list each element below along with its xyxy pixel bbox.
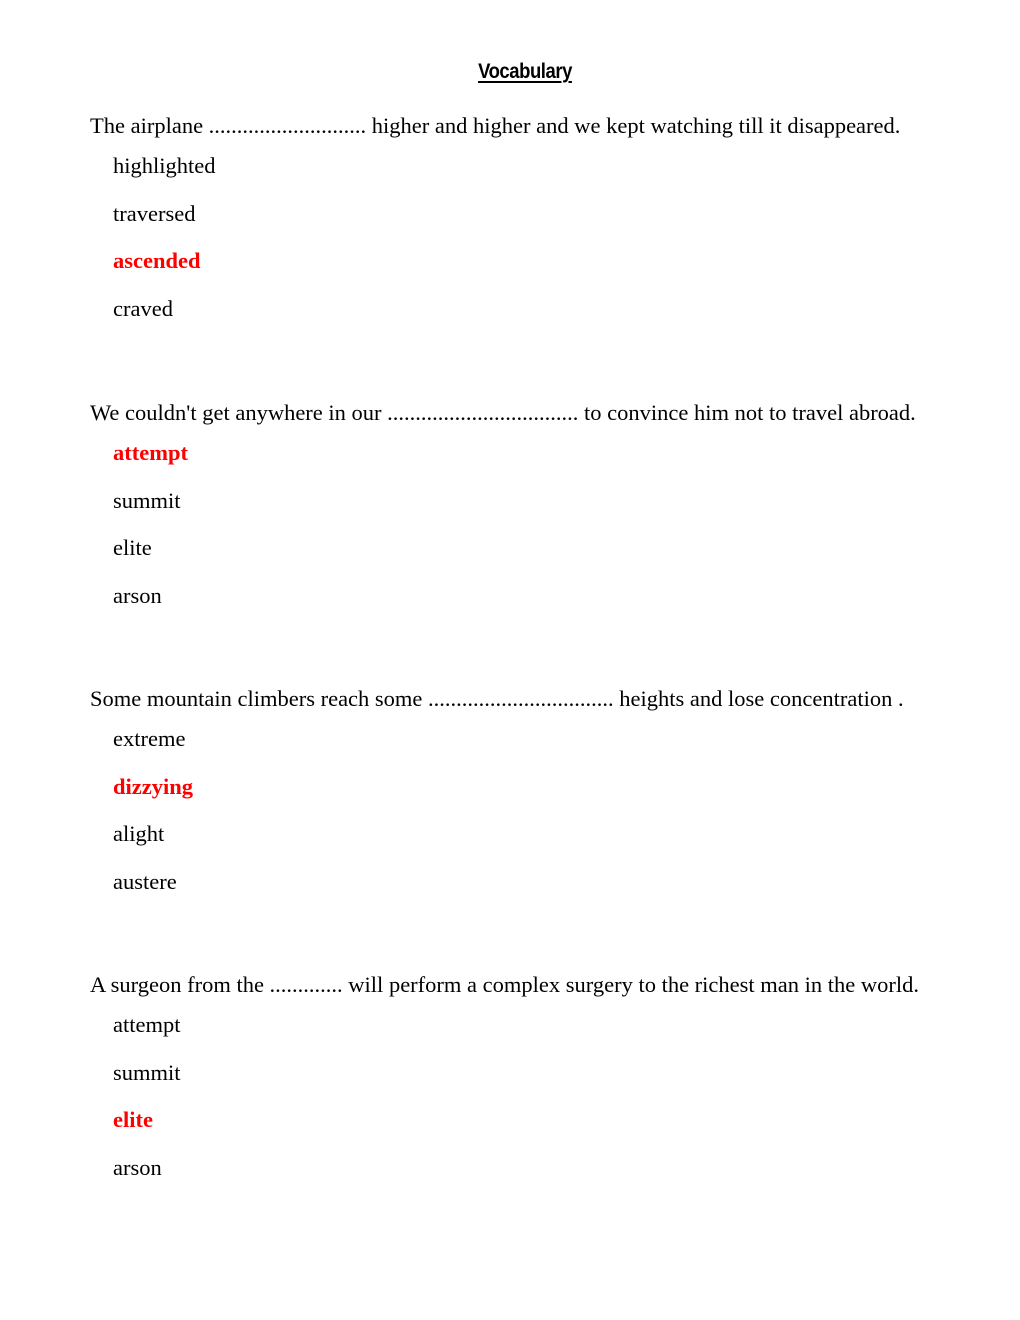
option-item: austere: [113, 869, 177, 895]
option-item: extreme: [113, 726, 186, 751]
question-1: [90, 112, 990, 343]
option-item: craved: [113, 296, 173, 322]
correct-answer: elite: [113, 1107, 153, 1133]
option-list: [113, 1011, 990, 1202]
question-stem: The airplane ............................ higher and higher and we kept watching till it disappeared.: [90, 113, 901, 138]
option-item: summit: [113, 1059, 181, 1085]
option-list: [113, 439, 990, 630]
question-2: [90, 399, 990, 630]
page-title: Vocabulary: [478, 60, 572, 83]
correct-answer: dizzying: [113, 773, 194, 799]
option-item: elite: [113, 535, 152, 561]
option-item: highlighted: [113, 153, 216, 178]
option-item: attempt: [113, 1012, 181, 1037]
question-stem: We couldn't get anywhere in our .................................. to convince him not to travel abroad.: [90, 400, 916, 425]
correct-answer: attempt: [113, 440, 188, 465]
option-item: arson: [113, 1155, 162, 1181]
question-stem: Some mountain climbers reach some ................................. heights and lose concentration .: [90, 686, 904, 711]
option-item: summit: [113, 487, 181, 513]
option-list: [113, 152, 990, 343]
option-list: [113, 725, 990, 916]
question-4: [90, 971, 990, 1202]
option-item: arson: [113, 583, 162, 609]
question-stem: A surgeon from the ............. will perform a complex surgery to the richest man in the world.: [90, 972, 919, 997]
option-item: traversed: [113, 200, 196, 226]
question-3: [90, 685, 990, 916]
option-item: alight: [113, 821, 165, 847]
correct-answer: ascended: [113, 248, 201, 274]
